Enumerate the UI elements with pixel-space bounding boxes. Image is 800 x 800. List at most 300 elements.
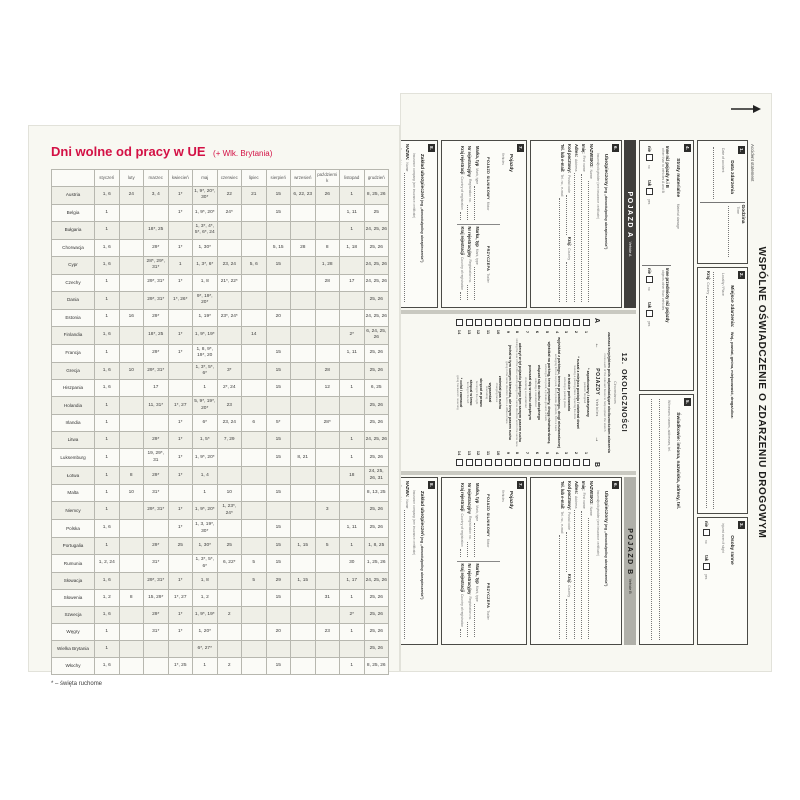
holiday-cell: 1* <box>168 415 193 432</box>
holiday-cell: 10 <box>119 362 144 380</box>
form-field-line <box>574 144 579 304</box>
country-input-line[interactable] <box>706 296 710 508</box>
checkbox-a-6[interactable] <box>534 319 541 326</box>
table-row <box>52 326 389 344</box>
dotted-input-line[interactable] <box>474 604 478 637</box>
holiday-cell: 1, 6 <box>95 186 120 204</box>
form-header <box>750 140 767 645</box>
holiday-cell <box>291 221 316 239</box>
section-title <box>501 481 524 641</box>
holiday-cell: 15, 29* <box>144 590 169 607</box>
checkbox-damage-1-yes[interactable] <box>646 188 653 195</box>
holiday-cell <box>217 344 242 362</box>
holiday-cell: 1, 3*, 5*, 6* <box>193 362 218 380</box>
holiday-cell <box>291 641 316 658</box>
circumstance-text <box>524 336 532 449</box>
form-field-line <box>588 481 593 641</box>
field-label: Nr rejestracyjny <box>467 483 473 514</box>
holiday-cell <box>242 607 267 624</box>
checkbox-a-3[interactable] <box>563 319 570 326</box>
form-field-line <box>467 227 472 303</box>
section-5-number: 5. <box>685 400 691 404</box>
holiday-cell <box>119 624 144 641</box>
holiday-cell: 1, 8, 9*, 19*, 20 <box>193 344 218 362</box>
country-cell: Portugalia <box>52 538 95 555</box>
form-field-line <box>474 146 479 222</box>
checkbox-a-12[interactable] <box>475 319 482 326</box>
holiday-cell: 1, 30* <box>193 239 218 256</box>
checkbox-damage-2-yes[interactable] <box>646 310 653 317</box>
field-label-en: Address <box>574 495 579 509</box>
holiday-cell: 29* <box>144 344 169 362</box>
holiday-cell: 1, 6 <box>95 380 120 397</box>
circumstance-number: 14 <box>456 329 462 335</box>
dotted-input-line[interactable] <box>460 549 464 557</box>
holiday-cell: 10 <box>217 485 242 502</box>
circumstance-number: 14 <box>456 450 462 456</box>
holiday-cell <box>291 415 316 432</box>
checkbox-b-12[interactable] <box>475 459 482 466</box>
holiday-cell: 8 <box>119 467 144 485</box>
holiday-cell: 5, 9*, 19*, 20* <box>193 397 218 415</box>
checkbox-a-10[interactable] <box>495 319 502 326</box>
holiday-cell <box>291 274 316 291</box>
dotted-input-line[interactable] <box>581 174 585 302</box>
holiday-cell <box>266 291 291 309</box>
section-title-pl: Zakład ubezpieczeń <box>418 153 424 199</box>
holiday-cell: 1* <box>168 326 193 344</box>
holiday-cell: 1 <box>168 256 193 274</box>
checkbox-a-14[interactable] <box>456 319 463 326</box>
section-title-en: Insurance company (see insurance certificate) <box>412 490 417 556</box>
section-title <box>596 481 619 641</box>
country-cell: Cypr <box>52 256 95 274</box>
holiday-cell: 1, 2 <box>95 590 120 607</box>
holiday-cell <box>119 380 144 397</box>
holiday-cell: 15 <box>266 449 291 467</box>
holiday-cell <box>217 624 242 641</box>
circumstance-number: 9 <box>505 330 511 334</box>
checkbox-a-9[interactable] <box>505 319 512 326</box>
holiday-cell <box>119 291 144 309</box>
checkbox-injured-yes[interactable] <box>703 563 710 570</box>
holiday-cell: 1*, 27 <box>168 397 193 415</box>
holiday-cell <box>168 641 193 658</box>
vehicle-subcolumn <box>457 144 500 224</box>
dotted-input-line[interactable] <box>588 518 592 639</box>
date-input-line[interactable] <box>713 147 719 199</box>
circumstance-label-pl: * zaparkowany / zatrzymany <box>586 368 591 417</box>
holiday-cell: 2 <box>217 658 242 675</box>
dotted-input-line[interactable] <box>404 173 408 302</box>
holiday-cell: 1, 8 <box>193 573 218 590</box>
vehicle-header-label-en: Vehicle B <box>627 578 632 594</box>
field-label-en: Mark, type <box>475 168 480 185</box>
table-row <box>52 274 389 291</box>
checkbox-b-7[interactable] <box>524 459 531 466</box>
holiday-cell <box>119 520 144 538</box>
circumstance-text <box>534 336 542 449</box>
circumstance-label-pl: skręcał w prawo <box>478 378 483 407</box>
checkbox-a-2[interactable] <box>573 319 580 326</box>
circumstance-label-en: emerging from a car park, from private grounds, from a track <box>553 353 558 432</box>
holiday-cell: 15 <box>266 256 291 274</box>
field-label <box>401 481 402 494</box>
holiday-cell: 15 <box>266 362 291 380</box>
field-label: Marka, typ <box>474 146 480 167</box>
checkbox-b-10[interactable] <box>495 459 502 466</box>
checkbox-b-2[interactable] <box>573 459 580 466</box>
holiday-cell <box>144 520 169 538</box>
dotted-input-line[interactable] <box>460 212 464 220</box>
holiday-cell <box>119 397 144 415</box>
holiday-cell: 24, 25, 26, 31 <box>364 467 389 485</box>
holiday-cell: 29*, 31* <box>144 362 169 380</box>
damage-option-1-label: Inne niż pojazdy A i B <box>664 146 670 188</box>
holiday-cell: 15 <box>266 520 291 538</box>
holiday-cell: 1, 6 <box>95 658 120 675</box>
holiday-cell <box>242 502 267 520</box>
section-title-paren: (wg „dowodu/polisy ubezpieczenia”) <box>603 186 608 250</box>
damage-2-yes-label: tak <box>646 302 652 309</box>
holiday-cell <box>266 274 291 291</box>
table-row <box>52 449 389 467</box>
holiday-cell: 25, 26 <box>364 502 389 520</box>
field-label-en: Name <box>405 162 410 172</box>
form-field-line <box>559 481 564 641</box>
checkbox-a-5[interactable] <box>544 319 551 326</box>
table-row <box>52 573 389 590</box>
holiday-cell: 1, 6 <box>95 573 120 590</box>
checkbox-b-8[interactable] <box>515 459 522 466</box>
circumstance-number: 10 <box>495 329 501 335</box>
holiday-cell <box>291 590 316 607</box>
month-header: lipiec <box>242 170 267 187</box>
holiday-cell: 1, 23*, 24* <box>217 502 242 520</box>
page-title <box>51 143 387 161</box>
vehicle-subcolumn <box>457 561 500 642</box>
dotted-input-line[interactable] <box>559 535 563 639</box>
damage-2-yes-en: yes <box>647 321 652 327</box>
holiday-cell: 24, 25, 26 <box>364 432 389 449</box>
section-4-label: Straty materialne <box>674 158 680 198</box>
damage-option-2-label-en: objects other than vehicles <box>660 270 665 311</box>
checkbox-b-3[interactable] <box>563 459 570 466</box>
circumstance-label-en: turning to the left <box>465 381 470 404</box>
circumstance-text <box>504 336 512 449</box>
circumstance-text <box>544 336 552 449</box>
section-5-label: Świadkowie: imiona, nazwiska, adresy, tel. <box>674 412 680 509</box>
country-cell: Szwecja <box>52 607 95 624</box>
holiday-cell: 5, 6 <box>242 256 267 274</box>
checkbox-damage-1-no[interactable] <box>646 154 653 161</box>
time-input-line[interactable] <box>728 206 734 258</box>
section-title-en: Insurance company (see insurance certificate) <box>412 153 417 219</box>
holiday-cell <box>315 432 340 449</box>
checkbox-b-11[interactable] <box>485 459 492 466</box>
holiday-cell <box>291 256 316 274</box>
section-title <box>412 481 435 641</box>
circumstance-text <box>456 336 464 449</box>
holiday-cell <box>315 641 340 658</box>
holiday-cell <box>119 221 144 239</box>
checkbox-b-9[interactable] <box>505 459 512 466</box>
section-2-place <box>697 267 748 514</box>
witnesses-input-line-2[interactable] <box>651 399 657 640</box>
holiday-cell <box>340 415 365 432</box>
circumstance-row <box>504 317 512 468</box>
dotted-input-line[interactable] <box>467 622 471 637</box>
circumstance-number: 6 <box>535 451 541 455</box>
holiday-cell <box>217 239 242 256</box>
form-field-line <box>460 483 465 559</box>
holiday-cell: 1 <box>193 380 218 397</box>
holiday-cell: 1, 8 <box>193 274 218 291</box>
dotted-input-line[interactable] <box>566 532 570 572</box>
checkbox-a-1[interactable] <box>583 319 590 326</box>
holiday-cell <box>242 658 267 675</box>
holiday-cell: 1* <box>168 204 193 221</box>
field-label-en: Name <box>589 169 594 179</box>
checkbox-a-4[interactable] <box>554 319 561 326</box>
holiday-cell: 12 <box>315 380 340 397</box>
section-3-label: Osoby ranne <box>729 535 734 565</box>
checkbox-injured-no[interactable] <box>703 529 710 536</box>
holiday-cell: 23 <box>315 624 340 641</box>
dotted-input-line[interactable] <box>460 629 464 637</box>
holiday-cell <box>340 641 365 658</box>
checkbox-b-14[interactable] <box>456 459 463 466</box>
holiday-cell <box>217 291 242 309</box>
section-2-number: 2. <box>739 273 745 277</box>
checkbox-a-11[interactable] <box>485 319 492 326</box>
circumstance-row <box>475 317 483 468</box>
dotted-input-line[interactable] <box>566 599 570 639</box>
holiday-cell: 1 <box>95 502 120 520</box>
holiday-cell <box>340 485 365 502</box>
circumstance-number: 3 <box>564 451 570 455</box>
holiday-cell: 21 <box>242 186 267 204</box>
holiday-cell: 8, 13, 25 <box>364 485 389 502</box>
circumstance-row <box>544 317 552 468</box>
holiday-cell <box>242 641 267 658</box>
dotted-input-line[interactable] <box>574 173 578 302</box>
holiday-cell: 1, 3, 19*, 30* <box>193 520 218 538</box>
subcolumn-header <box>482 146 500 222</box>
holiday-cell <box>144 204 169 221</box>
injured-yes-label-en: yes <box>704 574 709 580</box>
holiday-cell: 7, 29 <box>217 432 242 449</box>
form-field-line <box>460 227 465 303</box>
holiday-cell: 29* <box>144 538 169 555</box>
dotted-input-line[interactable] <box>467 542 471 557</box>
holiday-cell <box>242 274 267 291</box>
holiday-cell <box>266 607 291 624</box>
holiday-cell: 25 <box>364 204 389 221</box>
month-header: wrzesień <box>291 170 316 187</box>
holiday-cell: 1 <box>340 449 365 467</box>
checkbox-a-8[interactable] <box>515 319 522 326</box>
circumstance-number: 2 <box>574 451 580 455</box>
dotted-input-line[interactable] <box>474 523 478 556</box>
holiday-cell: 5 <box>242 555 267 573</box>
holiday-cell <box>315 485 340 502</box>
section-12-hint: zaznacz krzyżykiem pola odpowiadające okolicznościom zdarzenia <box>606 332 611 453</box>
checkbox-damage-2-no[interactable] <box>646 276 653 283</box>
circumstance-text <box>475 336 483 449</box>
holiday-cell: 1, 9*, 20* <box>193 502 218 520</box>
holiday-cell: 11, 31* <box>144 397 169 415</box>
subcolumn-header <box>482 564 500 640</box>
holiday-cell: 5* <box>266 415 291 432</box>
circumstance-label-pl: włączał się do ruchu okrężnego <box>537 364 542 421</box>
circumstance-row <box>495 317 503 468</box>
table-row <box>52 485 389 502</box>
subcolumn-title-en: Trailer <box>485 610 490 620</box>
table-row <box>52 380 389 397</box>
circumstance-text <box>495 336 503 449</box>
holiday-cell: 18*, 25 <box>144 326 169 344</box>
holiday-cell: 1, 20* <box>193 624 218 641</box>
field-label: Kod pocztowy: <box>566 144 572 174</box>
checkbox-b-5[interactable] <box>544 459 551 466</box>
section-number: 6. <box>613 483 619 487</box>
checkbox-a-7[interactable] <box>524 319 531 326</box>
form-field-line <box>404 481 409 641</box>
holiday-cell <box>291 624 316 641</box>
table-row <box>52 204 389 221</box>
country-cell: Grecja <box>52 362 95 380</box>
vehicle-header-label: POJAZD B <box>626 528 634 576</box>
section-8-insurance <box>401 477 438 645</box>
section-number: 8. <box>429 146 435 150</box>
holiday-cell: 1, 15 <box>291 538 316 555</box>
holiday-cell: 1, 9*, 20*, 30* <box>193 186 218 204</box>
country-cell: Wielka Brytania <box>52 641 95 658</box>
holiday-cell <box>266 397 291 415</box>
holiday-cell: 25, 26 <box>364 449 389 467</box>
holiday-cell: 8 <box>315 239 340 256</box>
holiday-cell: 1* <box>168 344 193 362</box>
dotted-input-line[interactable] <box>460 292 464 300</box>
country-cell: Niemcy <box>52 502 95 520</box>
holiday-cell: 1 <box>95 415 120 432</box>
holiday-cell: 1 <box>95 309 120 326</box>
dotted-input-line[interactable] <box>574 510 578 639</box>
holiday-cell: 15 <box>266 590 291 607</box>
dotted-input-line[interactable] <box>566 262 570 302</box>
field-label-en: Name <box>405 499 410 509</box>
holiday-cell: 15 <box>266 344 291 362</box>
holiday-cell <box>340 362 365 380</box>
holiday-cell: 1, 11 <box>340 344 365 362</box>
dotted-input-line[interactable] <box>559 198 563 302</box>
dotted-input-line[interactable] <box>467 285 471 300</box>
section-1-date <box>697 140 748 264</box>
holiday-cell: 18*, 25 <box>144 221 169 239</box>
section-6-insured <box>530 477 622 645</box>
holiday-cell: 24, 25, 26 <box>364 309 389 326</box>
holiday-cell: 3, 4 <box>144 186 169 204</box>
subcolumn-title-en: Motor <box>485 201 490 211</box>
holiday-cell <box>119 607 144 624</box>
holiday-cell <box>315 573 340 590</box>
holiday-cell <box>217 590 242 607</box>
table-row <box>52 607 389 624</box>
dotted-input-line[interactable] <box>581 511 585 639</box>
form-field-line <box>401 144 402 304</box>
checkbox-b-13[interactable] <box>466 459 473 466</box>
holiday-cell: 20 <box>266 309 291 326</box>
circumstance-label-pl: wjeżdżał na parking, teren prywatny, drogę nieutwardzoną <box>547 341 552 444</box>
checkbox-b-6[interactable] <box>534 459 541 466</box>
holiday-cell <box>315 607 340 624</box>
circumstance-label-en: leaving a parking place / opening the door <box>573 365 578 420</box>
dotted-input-line[interactable] <box>474 267 478 300</box>
holiday-cell <box>242 204 267 221</box>
holiday-cell: 23, 24 <box>217 415 242 432</box>
section-title-paren: (wg „dowodu/polisy ubezpieczenia”) <box>603 523 608 587</box>
table-row <box>52 397 389 415</box>
circumstance-label-pl: poruszał się w ruchu okrężnym <box>527 365 532 420</box>
holiday-cell <box>119 432 144 449</box>
holiday-cell: 9*, 19*, 20* <box>193 291 218 309</box>
holiday-cell: 15 <box>266 432 291 449</box>
time-label: Godzina <box>740 204 745 224</box>
holiday-cell <box>266 467 291 485</box>
dotted-input-line[interactable] <box>467 205 471 220</box>
holiday-cell: 25, 26 <box>364 344 389 362</box>
holiday-cell: 1, 17 <box>340 573 365 590</box>
dotted-input-line[interactable] <box>404 510 408 639</box>
holiday-cell: 1, 3*, 5*, 6* <box>193 555 218 573</box>
holiday-cell: 25, 26 <box>364 291 389 309</box>
circumstance-text <box>465 336 473 449</box>
holiday-cell <box>168 380 193 397</box>
arrow-right-icon: → <box>593 436 600 443</box>
checkbox-a-13[interactable] <box>466 319 473 326</box>
holiday-cell <box>266 641 291 658</box>
place-input-line[interactable] <box>713 272 719 509</box>
country-label: Kraj: <box>706 271 712 281</box>
holiday-cell <box>340 502 365 520</box>
damage-option-2-label: Inne przedmioty niż pojazdy <box>664 268 670 323</box>
checkbox-b-1[interactable] <box>583 459 590 466</box>
holiday-cell: 3* <box>217 362 242 380</box>
holiday-cell <box>315 658 340 675</box>
table-row <box>52 538 389 555</box>
holiday-cell: 23, 24 <box>217 256 242 274</box>
country-cell: Irlandia <box>52 415 95 432</box>
country-cell: Polska <box>52 520 95 538</box>
checkbox-b-4[interactable] <box>554 459 561 466</box>
dotted-input-line[interactable] <box>474 186 478 219</box>
form-field-line <box>559 144 564 304</box>
dotted-input-line[interactable] <box>588 181 592 302</box>
section-3-injured <box>697 517 748 645</box>
holiday-cell <box>144 641 169 658</box>
holiday-cell <box>315 309 340 326</box>
witnesses-input-line-1[interactable] <box>659 399 665 640</box>
damage-2-no-en: no <box>647 286 652 291</box>
holiday-cell <box>315 221 340 239</box>
holiday-cell <box>217 573 242 590</box>
country-cell: Węgry <box>52 624 95 641</box>
holiday-cell <box>242 624 267 641</box>
holiday-cell <box>119 641 144 658</box>
dotted-input-line[interactable] <box>566 195 570 235</box>
circumstance-number: 6 <box>535 330 541 334</box>
